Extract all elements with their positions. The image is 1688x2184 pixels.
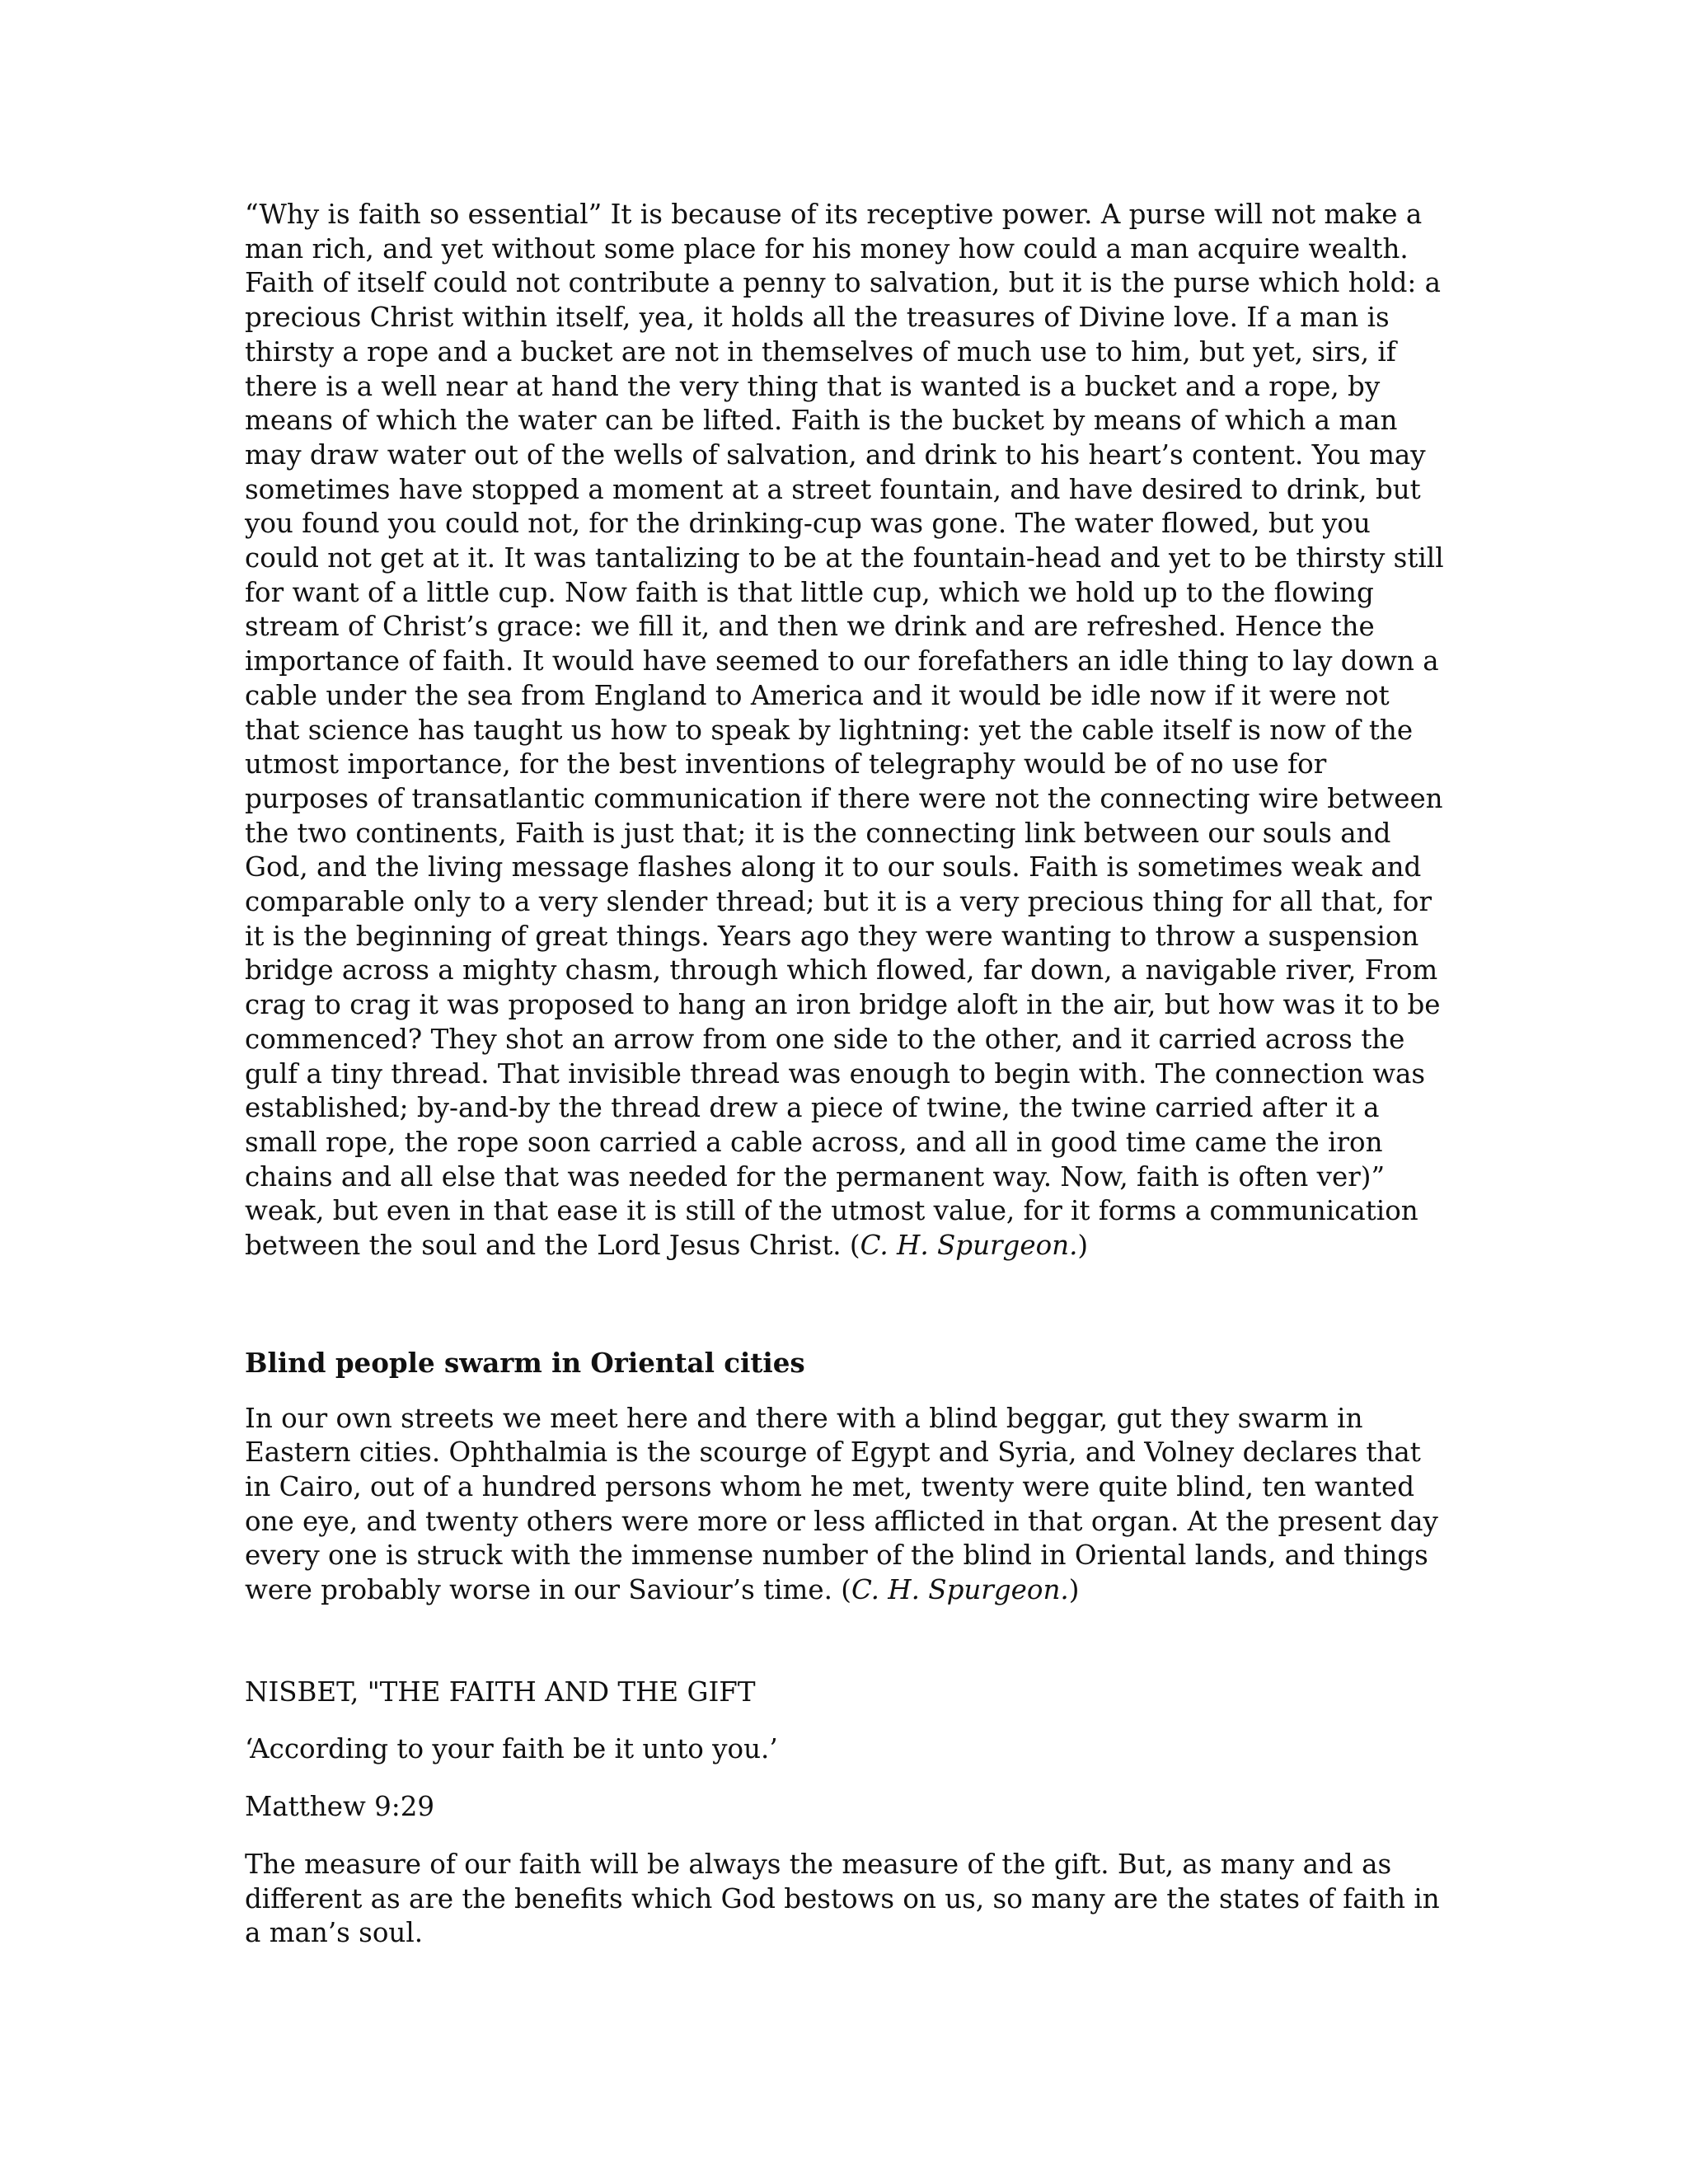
line-spacer [245, 1825, 1448, 1848]
section-heading-nisbet: NISBET, "THE FAITH AND THE GIFT [245, 1675, 756, 1708]
nisbet-paragraph: The measure of our faith will be always the measure of the gift. But, as many and as different as are the benefits which God bestows on us, so many are the states of faith in a man’s soul. [245, 1848, 1440, 1949]
citation-author: C. H. Spurgeon. [860, 1230, 1078, 1262]
scripture-quote: ‘According to your faith be it unto you.’ [245, 1733, 778, 1765]
blind-people-paragraph [245, 1402, 1448, 1608]
section-spacer [245, 1263, 1448, 1346]
citation-close: ) [1068, 1574, 1080, 1606]
line-spacer [245, 1767, 1448, 1790]
section-heading-blind-people: Blind people swarm in Oriental cities [245, 1346, 805, 1379]
document-page [245, 198, 1448, 1951]
line-spacer [245, 1709, 1448, 1732]
citation-author: C. H. Spurgeon. [851, 1574, 1069, 1606]
paragraph-text: “Why is faith so essential” It is because of its receptive power. A purse will not make a man rich, and yet without some place for his money how could a man acquire wealth. Faith of itself could not contribute a penny to salvation, but it is the purse which hold: a precious Christ within itself, yea, it holds all the treasures of Divine love. If a man is thirsty a rope and a bucket are not in themselves of much use to him, but yet, sirs, if there is a well near at hand the very thing that is wanted is a bucket and a rope, by means of which the water can be lifted. Faith is the bucket by means of which a man may draw water out of the wells of salvation, and drink to his heart’s content. You may sometimes have stopped a moment at a street fountain, and have desired to drink, but you found you could not, for the drinking-cup was gone. The water flowed, but you could not get at it. It was tantalizing to be at the fountain-head and yet to be thirsty still for want of a little cup. Now faith is that little cup, which we hold up to the flowing stream of Christ’s grace: we fill it, and then we drink and are refreshed. Hence the importance of faith. It would have seemed to our forefathers an idle thing to lay down a cable under the sea from England to America and it would be idle now if it were not that science has taught us how to speak by lightning: yet the cable itself is now of the utmost importance, for the best inventions of telegraphy would be of no use for purposes of transatlantic communication if there were not the connecting wire between the two continents, Faith is just that; it is the connecting link between our souls and God, and the living message flashes along it to our souls. Faith is sometimes weak and comparable only to a very slender thread; but it is a very precious thing for all that, for it is the beginning of great things. Years ago they were wanting to throw a suspension bridge across a mighty chasm, through which flowed, far down, a navigable river, From crag to crag it was proposed to hang an iron bridge aloft in the air, but how was it to be commenced? They shot an arrow from one side to the other, and it carried across the gulf a tiny thread. That invisible thread was enough to begin with. The connection was established; by-and-by the thread drew a piece of twine, the twine carried after it a small rope, the rope soon carried a cable across, and all in good time came the iron chains and all else that was needed for the permanent way. Now, faith is often ver)” weak, but even in that ease it is still of the utmost value, for it forms a communication between the soul and the Lord Jesus Christ. ( [245, 199, 1444, 1262]
paragraph-text: In our own streets we meet here and there with a blind beggar, gut they swarm in Eastern cities. Ophthalmia is the scourge of Egypt and Syria, and Volney declares that in Cairo, out of a hundred persons whom he met, twenty were quite blind, ten wanted one eye, and twenty others were more or less afflicted in that organ. At the present day every one is struck with the immense number of the blind in Oriental lands, and things were probably worse in our Saviour’s time. ( [245, 1402, 1438, 1606]
section-spacer [245, 1608, 1448, 1675]
spurgeon-faith-paragraph [245, 198, 1448, 1263]
scripture-reference: Matthew 9:29 [245, 1791, 435, 1823]
citation-close: ) [1077, 1230, 1089, 1262]
heading-spacer [245, 1380, 1448, 1402]
